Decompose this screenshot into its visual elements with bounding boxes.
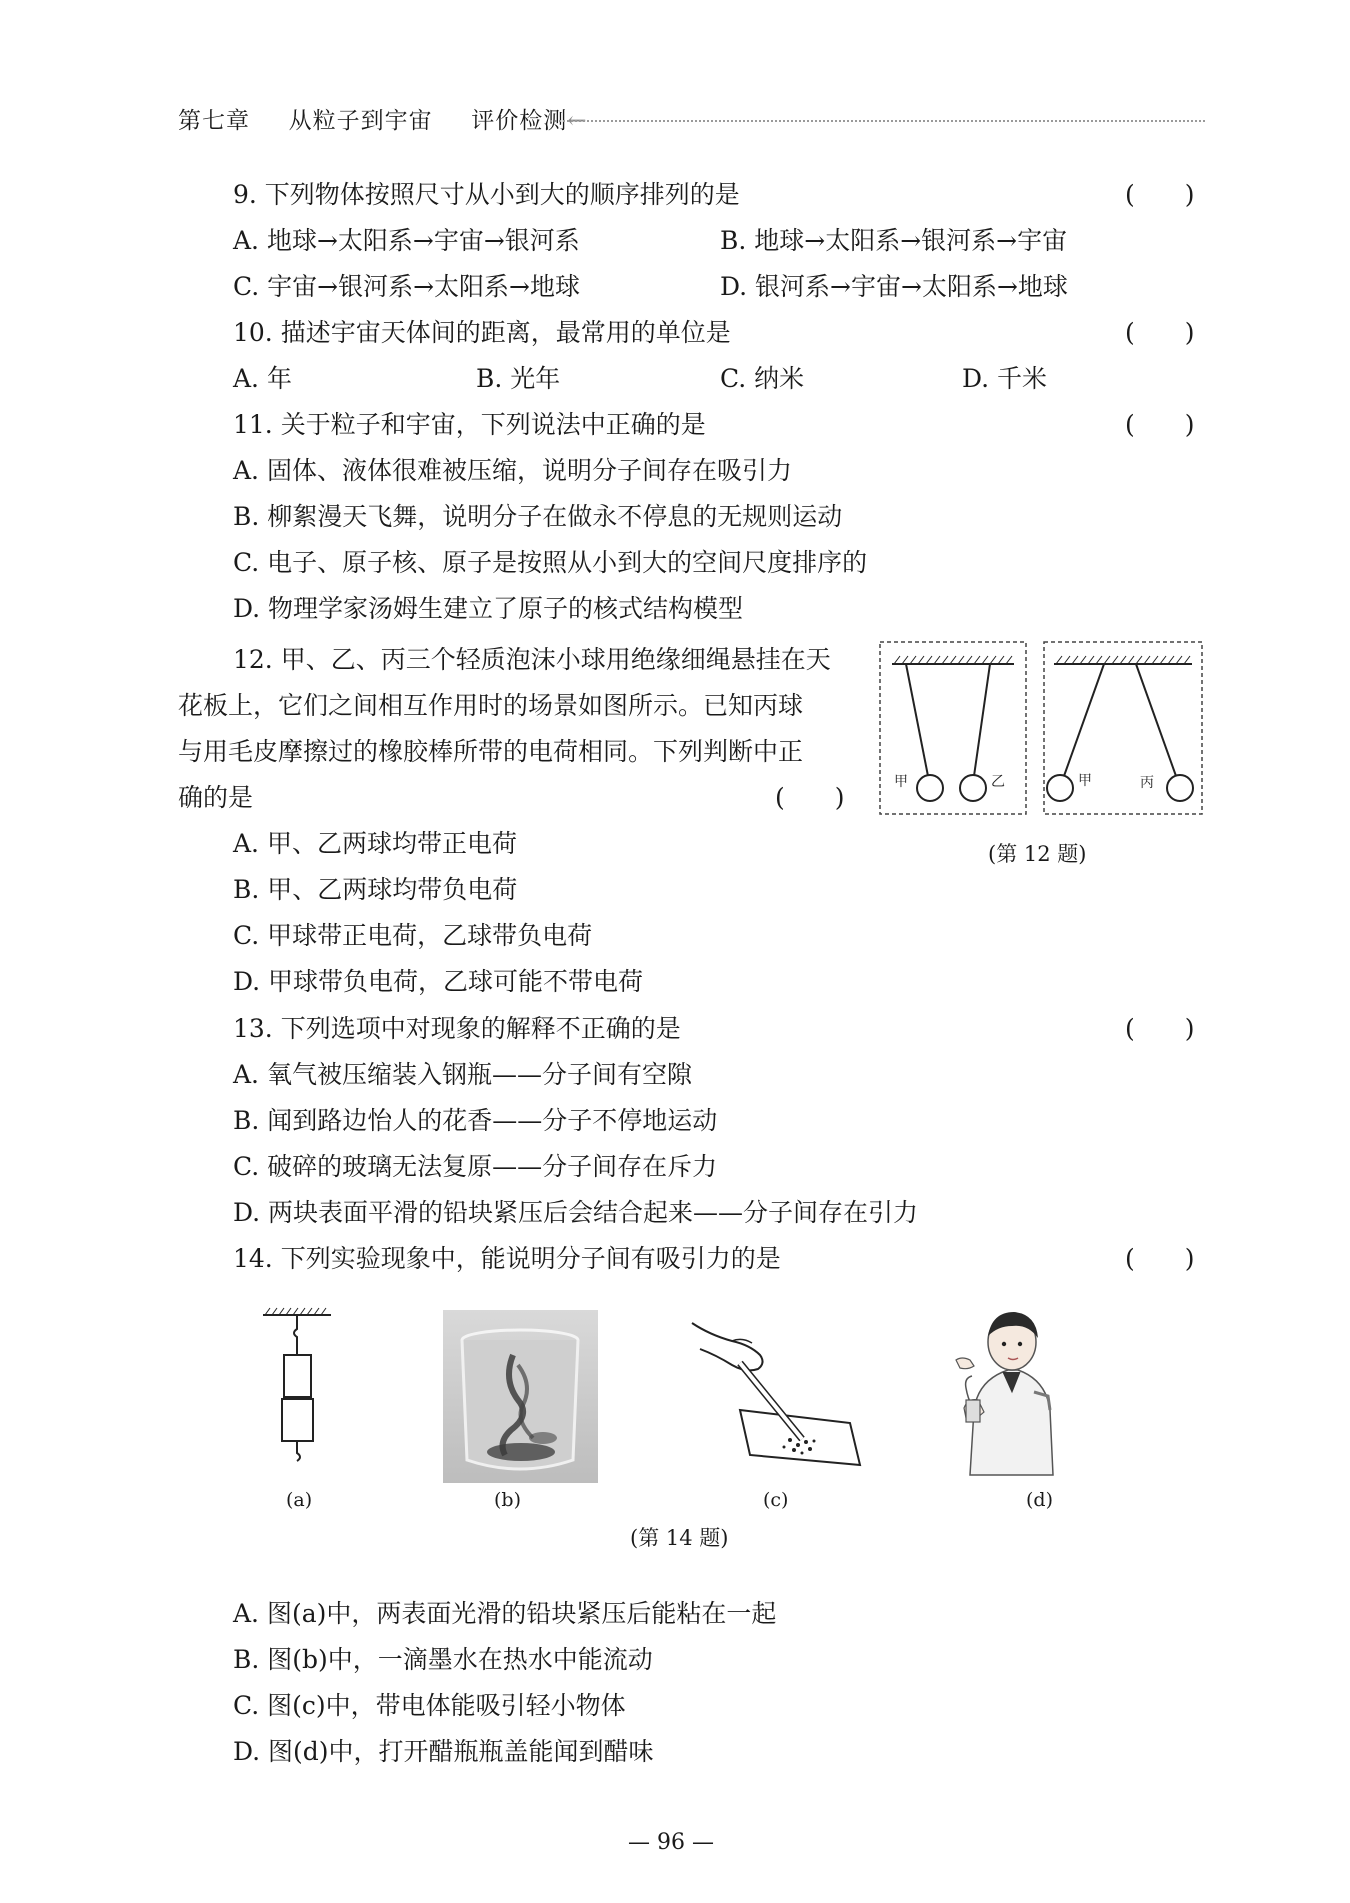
q12-jia-ball — [917, 775, 943, 801]
q14-option-c[interactable]: C. 图(c)中，带电体能吸引轻小物体 — [233, 1691, 626, 1720]
q14-figure-c-charged-rod — [680, 1315, 870, 1480]
q9-option-c[interactable]: C. 宇宙→银河系→太阳系→地球 — [233, 272, 580, 301]
q14-figure-d-boy-smelling — [948, 1300, 1058, 1480]
q11-option-a[interactable]: A. 固体、液体很难被压缩，说明分子间存在吸引力 — [233, 456, 792, 485]
q9-option-b[interactable]: B. 地球→太阳系→银河系→宇宙 — [720, 226, 1068, 255]
q12-jia2-string — [1064, 664, 1104, 776]
q14-sub-label-a: (a) — [286, 1489, 313, 1511]
q12-yi-ball — [960, 775, 986, 801]
q14-sub-label-b: (b) — [494, 1489, 521, 1511]
q12-label-jia: 甲 — [894, 774, 908, 790]
q12-yi-string — [974, 664, 990, 776]
q10-option-a[interactable]: A. 年 — [233, 364, 292, 393]
q12-bing-string — [1136, 664, 1176, 776]
q12-figure-caption: (第 12 题) — [988, 842, 1087, 866]
q12-stem-line2: 花板上，它们之间相互作用时的场景如图所示。已知丙球 — [178, 691, 804, 720]
q12-stem-line3: 与用毛皮摩擦过的橡胶棒所带的电荷相同。下列判断中正 — [178, 737, 804, 766]
q11-answer-blank[interactable]: ( ) — [1125, 410, 1195, 439]
q12-stem-line4: 确的是 — [178, 783, 254, 812]
q14-figure-a-lead-blocks — [255, 1305, 340, 1465]
q14-stem: 14. 下列实验现象中，能说明分子间有吸引力的是 — [233, 1244, 781, 1273]
q12-option-d[interactable]: D. 甲球带负电荷，乙球可能不带电荷 — [233, 967, 644, 996]
q14-option-a[interactable]: A. 图(a)中，两表面光滑的铅块紧压后能粘在一起 — [233, 1599, 777, 1628]
q12-option-a[interactable]: A. 甲、乙两球均带正电荷 — [233, 829, 517, 858]
q14-sub-label-c: (c) — [763, 1489, 789, 1511]
q12-option-b[interactable]: B. 甲、乙两球均带负电荷 — [233, 875, 518, 904]
q12-label-jia-2: 甲 — [1078, 773, 1092, 789]
q14-option-d[interactable]: D. 图(d)中，打开醋瓶瓶盖能闻到醋味 — [233, 1737, 654, 1766]
q11-stem: 11. 关于粒子和宇宙，下列说法中正确的是 — [233, 410, 706, 439]
chapter-title: 从粒子到宇宙 — [288, 108, 433, 134]
q11-option-d[interactable]: D. 物理学家汤姆生建立了原子的核式结构模型 — [233, 594, 744, 623]
q10-option-c[interactable]: C. 纳米 — [720, 364, 805, 393]
q12-stem-line1: 12. 甲、乙、丙三个轻质泡沫小球用绝缘细绳悬挂在天 — [233, 645, 831, 674]
q14-option-b[interactable]: B. 图(b)中，一滴墨水在热水中能流动 — [233, 1645, 653, 1674]
q12-left-ceiling-hatch — [894, 656, 1012, 664]
q13-answer-blank[interactable]: ( ) — [1125, 1014, 1195, 1043]
page-number: — 96 — — [628, 1830, 714, 1855]
q11-option-c[interactable]: C. 电子、原子核、原子是按照从小到大的空间尺度排序的 — [233, 548, 868, 577]
section-label: 评价检测 — [471, 108, 568, 134]
q12-option-c[interactable]: C. 甲球带正电荷，乙球带负电荷 — [233, 921, 593, 950]
q12-bing-ball — [1167, 775, 1193, 801]
q11-option-b[interactable]: B. 柳絮漫天飞舞，说明分子在做永不停息的无规则运动 — [233, 502, 843, 531]
q12-label-bing: 丙 — [1140, 775, 1154, 791]
chapter-label: 第七章 — [178, 108, 250, 134]
q14-answer-blank[interactable]: ( ) — [1125, 1244, 1195, 1273]
q13-option-b[interactable]: B. 闻到路边怡人的花香——分子不停地运动 — [233, 1106, 718, 1135]
q12-right-ceiling-hatch — [1056, 656, 1190, 664]
header-divider — [550, 120, 1205, 122]
q10-stem: 10. 描述宇宙天体间的距离，最常用的单位是 — [233, 318, 731, 347]
q9-option-a[interactable]: A. 地球→太阳系→宇宙→银河系 — [233, 226, 580, 255]
q9-stem: 9. 下列物体按照尺寸从小到大的顺序排列的是 — [233, 180, 740, 209]
q10-answer-blank[interactable]: ( ) — [1125, 318, 1195, 347]
q12-answer-blank[interactable]: ( ) — [775, 783, 845, 812]
page-header: 第七章 从粒子到宇宙 评价检测← — [178, 108, 588, 134]
q14-figure-caption: (第 14 题) — [630, 1526, 729, 1550]
q10-option-d[interactable]: D. 千米 — [962, 364, 1048, 393]
q13-option-c[interactable]: C. 破碎的玻璃无法复原——分子间存在斥力 — [233, 1152, 718, 1181]
q12-pendulum-figure — [878, 640, 1208, 820]
q9-option-d[interactable]: D. 银河系→宇宙→太阳系→地球 — [720, 272, 1068, 301]
q12-jia2-ball — [1047, 775, 1073, 801]
q13-stem: 13. 下列选项中对现象的解释不正确的是 — [233, 1014, 681, 1043]
q9-answer-blank[interactable]: ( ) — [1125, 180, 1195, 209]
q12-jia-string — [906, 664, 928, 776]
q13-option-d[interactable]: D. 两块表面平滑的铅块紧压后会结合起来——分子间存在引力 — [233, 1198, 919, 1227]
q13-option-a[interactable]: A. 氧气被压缩装入钢瓶——分子间有空隙 — [233, 1060, 692, 1089]
q14-sub-label-d: (d) — [1026, 1489, 1053, 1511]
q10-option-b[interactable]: B. 光年 — [476, 364, 561, 393]
q12-label-yi: 乙 — [991, 774, 1005, 790]
q14-figure-b-ink-in-water — [443, 1310, 598, 1483]
